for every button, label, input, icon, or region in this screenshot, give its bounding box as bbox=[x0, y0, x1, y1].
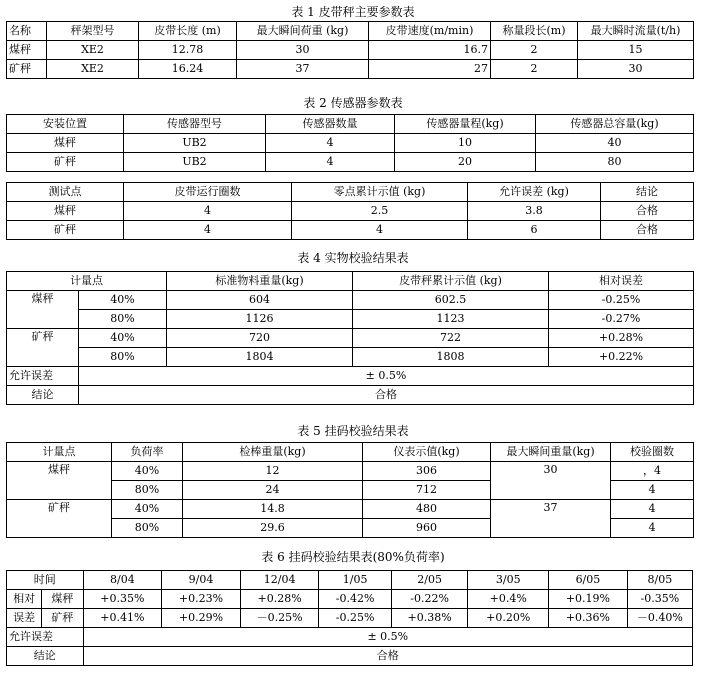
table3-cell: 合格 bbox=[601, 221, 694, 240]
table4-cell: +0.22% bbox=[549, 348, 694, 367]
table-row bbox=[7, 134, 694, 153]
table1-cell: 矿秤 bbox=[7, 60, 47, 79]
table4-cell: 604 bbox=[167, 291, 353, 310]
table6-cell: +0.36% bbox=[549, 609, 628, 628]
table3-cell: 4 bbox=[124, 221, 292, 240]
table4-header: 计量点 bbox=[7, 272, 167, 291]
table2-cell: 80 bbox=[536, 153, 694, 172]
table2-cell: UB2 bbox=[124, 134, 266, 153]
table3-cell: 4 bbox=[124, 202, 292, 221]
table6-cell: +0.29% bbox=[162, 609, 241, 628]
table5-cell: 14.8 bbox=[183, 500, 363, 519]
table6 bbox=[6, 570, 693, 666]
table2-header: 传感器型号 bbox=[124, 115, 266, 134]
table-row bbox=[7, 310, 694, 329]
table6-cell: +0.23% bbox=[162, 590, 241, 609]
table5-title: 表 5 挂码校验结果表 bbox=[297, 424, 409, 438]
table1-cell: 30 bbox=[578, 60, 694, 79]
table6-date: 9/04 bbox=[162, 571, 241, 590]
table6-title: 表 6 挂码校验结果表(80%负荷率) bbox=[261, 550, 445, 564]
table5-cell: 80% bbox=[112, 519, 183, 538]
table2-cell: UB2 bbox=[124, 153, 266, 172]
table1-header: 秤架型号 bbox=[47, 22, 139, 41]
table4-cell: 1126 bbox=[167, 310, 353, 329]
table4-cell: 40% bbox=[79, 329, 167, 348]
table4-header: 相对误差 bbox=[549, 272, 694, 291]
table6-cell: +0.35% bbox=[83, 590, 162, 609]
table-row bbox=[7, 153, 694, 172]
table-row bbox=[7, 348, 694, 367]
table2-cell: 4 bbox=[266, 134, 395, 153]
table4-cell: +0.28% bbox=[549, 329, 694, 348]
table6-date: 2/05 bbox=[391, 571, 468, 590]
table5-header: 校验圈数 bbox=[611, 443, 694, 462]
table5-cell: 煤秤 bbox=[7, 462, 112, 500]
table5-cell: 29.6 bbox=[183, 519, 363, 538]
table-row bbox=[7, 291, 694, 310]
table2-title: 表 2 传感器参数表 bbox=[303, 96, 403, 110]
table-row bbox=[7, 221, 694, 240]
table3-header: 测试点 bbox=[7, 183, 124, 202]
table6-date: 8/04 bbox=[83, 571, 162, 590]
table2-cell: 10 bbox=[395, 134, 536, 153]
table4-cell: 40% bbox=[79, 291, 167, 310]
table5-header: 计量点 bbox=[7, 443, 112, 462]
table2-cell: 矿秤 bbox=[7, 153, 124, 172]
table3-header: 允许误差 (kg) bbox=[468, 183, 601, 202]
table1-header: 皮带长度 (m) bbox=[139, 22, 237, 41]
table-row bbox=[7, 609, 693, 628]
table6-cell: +0.38% bbox=[391, 609, 468, 628]
table5-cell: 480 bbox=[363, 500, 491, 519]
table3-header: 皮带运行圈数 bbox=[124, 183, 292, 202]
table6-cell: -0.25% bbox=[319, 609, 391, 628]
table5-cell: 30 bbox=[491, 462, 611, 500]
table5-header-row bbox=[7, 443, 694, 462]
table6-cell: +0.19% bbox=[549, 590, 628, 609]
table-row bbox=[7, 60, 694, 79]
table6-tolerance-label: 允许误差 bbox=[7, 628, 84, 647]
table6-cell: +0.28% bbox=[240, 590, 319, 609]
table5-header: 最大瞬间重量(kg) bbox=[491, 443, 611, 462]
table4-conclusion-value: 合格 bbox=[79, 386, 694, 405]
table2-header: 传感器量程(kg) bbox=[395, 115, 536, 134]
table5-cell: 4 bbox=[611, 519, 694, 538]
table5-cell: 4 bbox=[611, 481, 694, 500]
table1 bbox=[6, 21, 694, 79]
table4-cell: 80% bbox=[79, 310, 167, 329]
table6-date: 1/05 bbox=[319, 571, 391, 590]
table1-header: 称量段长(m) bbox=[491, 22, 578, 41]
table5-cell: 4 bbox=[611, 500, 694, 519]
table1-cell: 12.78 bbox=[139, 41, 237, 60]
table2-cell: 4 bbox=[266, 153, 395, 172]
table4-header: 皮带秤累计示值 (kg) bbox=[353, 272, 549, 291]
table-row bbox=[7, 329, 694, 348]
table1-header: 最大瞬时流量(t/h) bbox=[578, 22, 694, 41]
table4-cell: 720 bbox=[167, 329, 353, 348]
table-row bbox=[7, 202, 694, 221]
table6-row-name: 煤秤 bbox=[42, 590, 83, 609]
table4-cell: -0.27% bbox=[549, 310, 694, 329]
table1-cell: 16.24 bbox=[139, 60, 237, 79]
table3-cell: 矿秤 bbox=[7, 221, 124, 240]
table4-tolerance-row bbox=[7, 367, 694, 386]
table1-cell: 2 bbox=[491, 60, 578, 79]
table3-header: 零点累计示值 (kg) bbox=[292, 183, 468, 202]
table6-time-label: 时间 bbox=[7, 571, 84, 590]
table-row bbox=[7, 500, 694, 519]
table1-cell: 煤秤 bbox=[7, 41, 47, 60]
table6-row-name: 矿秤 bbox=[42, 609, 83, 628]
table5-header: 检棒重量(kg) bbox=[183, 443, 363, 462]
table4-tolerance-label: 允许误差 bbox=[7, 367, 79, 386]
table2 bbox=[6, 114, 694, 172]
table5-cell: 40% bbox=[112, 462, 183, 481]
table1-title: 表 1 皮带秤主要参数表 bbox=[291, 5, 415, 19]
table6-cell: +0.4% bbox=[468, 590, 549, 609]
table1-cell: 30 bbox=[237, 41, 369, 60]
table4-header: 标准物料重量(kg) bbox=[167, 272, 353, 291]
table5-cell: 712 bbox=[363, 481, 491, 500]
table1-cell: 2 bbox=[491, 41, 578, 60]
table6-date: 6/05 bbox=[549, 571, 628, 590]
table-row bbox=[7, 590, 693, 609]
table6-cell: -0.42% bbox=[319, 590, 391, 609]
table6-tolerance-row bbox=[7, 628, 693, 647]
table3 bbox=[6, 182, 694, 240]
table5-cell: ，4 bbox=[611, 462, 694, 481]
table5-cell: 80% bbox=[112, 481, 183, 500]
table5-cell: 40% bbox=[112, 500, 183, 519]
table3-cell: 4 bbox=[292, 221, 468, 240]
table5 bbox=[6, 442, 694, 538]
table5-cell: 24 bbox=[183, 481, 363, 500]
table5-cell: 960 bbox=[363, 519, 491, 538]
table4-cell: -0.25% bbox=[549, 291, 694, 310]
table6-rel-label: 误差 bbox=[7, 609, 42, 628]
table6-cell: -0.22% bbox=[391, 590, 468, 609]
table-row bbox=[7, 462, 694, 481]
table5-header: 仪表示值(kg) bbox=[363, 443, 491, 462]
table4-cell: 80% bbox=[79, 348, 167, 367]
table4-cell: 煤秤 bbox=[7, 291, 79, 329]
table2-header: 安装位置 bbox=[7, 115, 124, 134]
table1-header: 名称 bbox=[7, 22, 47, 41]
table3-header-row bbox=[7, 183, 694, 202]
table1-header: 最大瞬间荷重 (kg) bbox=[237, 22, 369, 41]
table3-cell: 3.8 bbox=[468, 202, 601, 221]
table6-cell: －0.25% bbox=[240, 609, 319, 628]
table2-header-row bbox=[7, 115, 694, 134]
table3-cell: 2.5 bbox=[292, 202, 468, 221]
table6-conclusion-value: 合格 bbox=[83, 647, 692, 666]
table6-cell: －0.40% bbox=[627, 609, 692, 628]
table3-header: 结论 bbox=[601, 183, 694, 202]
table6-date: 12/04 bbox=[240, 571, 319, 590]
table4-conclusion-row bbox=[7, 386, 694, 405]
table5-cell: 37 bbox=[491, 500, 611, 538]
table4-cell: 1804 bbox=[167, 348, 353, 367]
table1-cell: XE2 bbox=[47, 60, 139, 79]
table1-cell: 15 bbox=[578, 41, 694, 60]
table4-title: 表 4 实物校验结果表 bbox=[297, 251, 409, 265]
table1-cell: 27 bbox=[369, 60, 491, 79]
table4-cell: 602.5 bbox=[353, 291, 549, 310]
table2-cell: 煤秤 bbox=[7, 134, 124, 153]
table6-cell: +0.41% bbox=[83, 609, 162, 628]
table6-date: 3/05 bbox=[468, 571, 549, 590]
table6-conclusion-row bbox=[7, 647, 693, 666]
table5-cell: 306 bbox=[363, 462, 491, 481]
table4-conclusion-label: 结论 bbox=[7, 386, 79, 405]
table3-cell: 6 bbox=[468, 221, 601, 240]
table-row bbox=[7, 41, 694, 60]
table4-cell: 矿秤 bbox=[7, 329, 79, 367]
table1-header-row bbox=[7, 22, 694, 41]
table4-cell: 1123 bbox=[353, 310, 549, 329]
table2-header: 传感器总容量(kg) bbox=[536, 115, 694, 134]
table3-cell: 煤秤 bbox=[7, 202, 124, 221]
table6-date: 8/05 bbox=[627, 571, 692, 590]
table2-header: 传感器数量 bbox=[266, 115, 395, 134]
table3-cell: 合格 bbox=[601, 202, 694, 221]
table6-cell: -0.35% bbox=[627, 590, 692, 609]
table1-cell: 37 bbox=[237, 60, 369, 79]
table4-header-row bbox=[7, 272, 694, 291]
table4-tolerance-value: ± 0.5% bbox=[79, 367, 694, 386]
table5-header: 负荷率 bbox=[112, 443, 183, 462]
table2-cell: 40 bbox=[536, 134, 694, 153]
table4-cell: 722 bbox=[353, 329, 549, 348]
table1-cell: 16.7 bbox=[369, 41, 491, 60]
table6-cell: +0.20% bbox=[468, 609, 549, 628]
table1-header: 皮带速度(m/min) bbox=[369, 22, 491, 41]
table1-cell: XE2 bbox=[47, 41, 139, 60]
table2-cell: 20 bbox=[395, 153, 536, 172]
table5-cell: 矿秤 bbox=[7, 500, 112, 538]
table6-tolerance-value: ± 0.5% bbox=[83, 628, 692, 647]
table4 bbox=[6, 271, 694, 405]
table6-conclusion-label: 结论 bbox=[7, 647, 84, 666]
table4-cell: 1808 bbox=[353, 348, 549, 367]
table5-cell: 12 bbox=[183, 462, 363, 481]
table6-date-row bbox=[7, 571, 693, 590]
table6-rel-label: 相对 bbox=[7, 590, 42, 609]
